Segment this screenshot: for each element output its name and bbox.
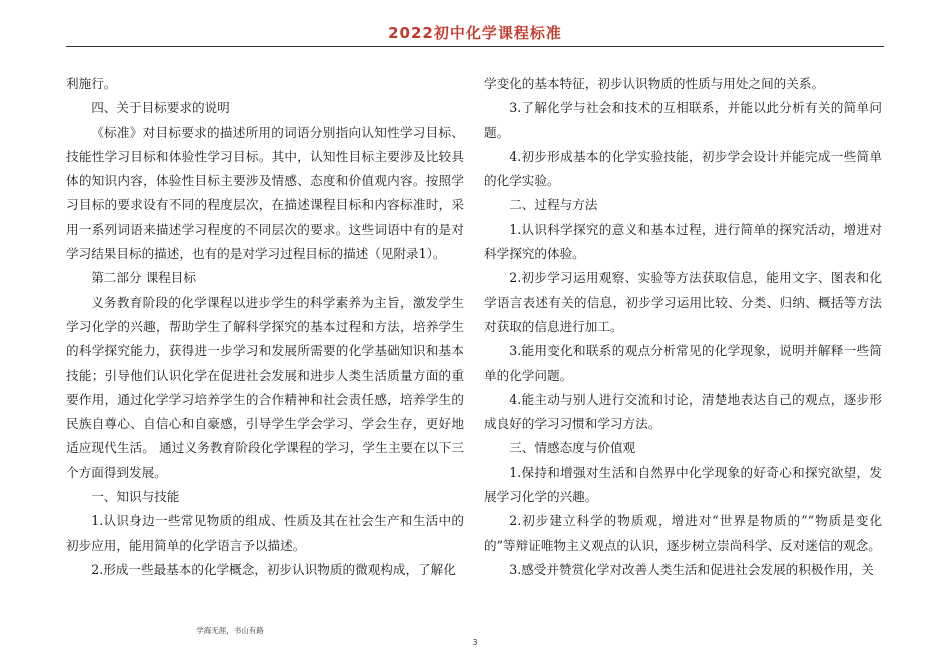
paragraph: 1.保持和增强对生活和自然界中化学现象的好奇心和探究欲望，发展学习化学的兴趣。 [484, 464, 882, 505]
paragraph: 义务教育阶段的化学课程以进步学生的科学素养为主旨，激发学生学习化学的兴趣，帮助学生了解科学探究的基本过程和方法，培养学生的科学探究能力，获得进一步学习和发展所需要的化学基础知识和基本技能；引导他们认识化学在促进社会发展和进步人类生活质量方面的重要作用，通过化学学习培养学生的合作精神和社会责任感，培养学生的民族自尊心、自信心和自豪感，引导学生学会学习、学会生存，更好地适应现代生活。 通过义务教育阶段化学课程的学习，学生主要在以下三个方面得到发展。 [66, 294, 464, 480]
paragraph: 3.感受并赞赏化学对改善人类生活和促进社会发展的积极作用，关 [509, 561, 874, 577]
right-column [484, 72, 882, 582]
paragraph: 1.认识科学探究的意义和基本过程，进行简单的探究活动，增进对科学探究的体验。 [484, 221, 882, 262]
paragraph: 四、关于目标要求的说明 [91, 100, 230, 116]
paragraph: 学变化的基本特征，初步认识物质的性质与用处之间的关系。 [484, 76, 825, 91]
footer-note: 学海无涯，书山有路 [196, 626, 264, 635]
paragraph: 2.初步学习运用观察、实验等方法获取信息，能用文字、图表和化学语言表述有关的信息，初步学习运用比较、分类、归纳、概括等方法对获取的信息进行加工。 [484, 270, 882, 334]
paragraph: 3.了解化学与社会和技术的互相联系，并能以此分析有关的简单问题。 [484, 100, 882, 140]
paragraph: 二、过程与方法 [509, 197, 598, 213]
paragraph: 4.初步形成基本的化学实验技能，初步学会设计并能完成一些简单的化学实验。 [484, 148, 882, 189]
header-divider [66, 46, 884, 47]
page-title: 2022初中化学课程标准 [388, 24, 562, 42]
paragraph: 1.认识身边一些常见物质的组成、性质及其在社会生产和生活中的初步应用，能用简单的化学语言予以描述。 [66, 513, 464, 553]
paragraph: 2.形成一些最基本的化学概念，初步认识物质的微观构成，了解化 [91, 561, 456, 577]
paragraph: 2.初步建立科学的物质观，增进对“世界是物质的”“物质是变化的”等辩证唯物主义观点的认识，逐步树立崇尚科学、反对迷信的观念。 [484, 513, 882, 553]
paragraph: 三、情感态度与价值观 [509, 440, 636, 456]
paragraph: 《标准》对目标要求的描述所用的词语分别指向认知性学习目标、技能性学习目标和体验性学习目标。其中，认知性目标主要涉及比较具体的知识内容，体验性目标主要涉及情感、态度和价值观内容。按照学习目标的要求设有不同的程度层次，在描述课程目标和内容标准时，采用一系列词语来描述学习程度的不同层次的要求。这些词语中有的是对学习结果目标的描述，也有的是对学习过程目标的描述（见附录1）。 [66, 124, 464, 262]
paragraph: 第二部分 课程目标 [91, 270, 196, 286]
paragraph: 一、知识与技能 [91, 489, 180, 505]
left-column [66, 72, 464, 582]
paragraph: 3.能用变化和联系的观点分析常见的化学现象，说明并解释一些简单的化学问题。 [484, 343, 882, 383]
paragraph: 4.能主动与别人进行交流和讨论，清楚地表达自己的观点，逐步形成良好的学习习惯和学习方法。 [484, 391, 882, 432]
page-number: 3 [472, 638, 478, 647]
paragraph: 利施行。 [66, 76, 117, 91]
